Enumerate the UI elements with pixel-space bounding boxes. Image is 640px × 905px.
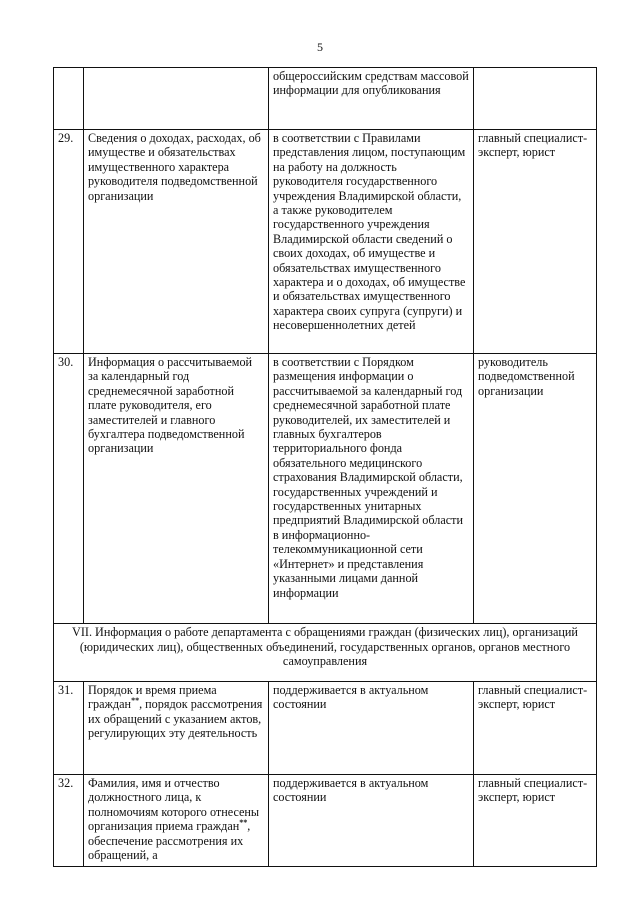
info-name-cell: [84, 682, 269, 775]
section-heading: VII. Информация о работе департамента с обращениями граждан (физических лиц), организаций (юридических лиц), общественных объединений, государственных органов, органов местного самоуправления: [54, 624, 597, 682]
info-name-cell: [84, 775, 269, 867]
responsible-cell: главный специалист-эксперт, юрист: [474, 775, 597, 867]
table-row: [54, 68, 597, 130]
period-cell: поддерживается в актуальном состоянии: [269, 682, 474, 775]
table-row: [54, 130, 597, 354]
name-text: Порядок и время приема граждан: [88, 683, 217, 712]
row-number-cell: 32.: [54, 775, 84, 867]
table-row: [54, 354, 597, 624]
section-heading-row: [54, 624, 597, 682]
responsible-cell: руководитель подведомственной организации: [474, 354, 597, 624]
footnote-mark: **: [131, 696, 140, 706]
information-table: [53, 67, 597, 867]
period-cell: в соответствии с Порядком размещения информации о рассчитываемой за календарный год среднемесячной заработной плате руководителей, их заместителей и главных бухгалтеров территориального фонда обязательного медицинского страхования Владимирской области, государственных учреждений и государственных унитарных предприятий Владимирской области в информационно-телекоммуникационной сети «Интернет» и представления указанными лицами данной информации: [269, 354, 474, 624]
period-cell: общероссийским средствам массовой информации для опубликования: [269, 68, 474, 130]
responsible-cell: [474, 68, 597, 130]
row-number-cell: 30.: [54, 354, 84, 624]
info-name-cell: Информация о рассчитываемой за календарный год среднемесячной заработной плате руководителя, его заместителей и главного бухгалтера подведомственной организации: [84, 354, 269, 624]
name-text: , обеспечение рассмотрения их обращений, а: [88, 819, 251, 863]
period-cell: в соответствии с Правилами представления лицом, поступающим на работу на должность руководителя государственного учреждения Владимирской области, а также руководителем государственного учреждения Владимирской области сведений о своих доходах, об имуществе и обязательствах имущественного характера и о доходах, об имуществе и обязательствах имущественного характера своих супруга (супруги) и несовершеннолетних детей: [269, 130, 474, 354]
footnote-mark: **: [239, 818, 248, 828]
responsible-cell: главный специалист-эксперт, юрист: [474, 130, 597, 354]
name-text: , порядок рассмотрения их обращений с указанием актов, регулирующих эту деятельность: [88, 697, 263, 741]
row-number-cell: 31.: [54, 682, 84, 775]
period-cell: поддерживается в актуальном состоянии: [269, 775, 474, 867]
table-row: [54, 775, 597, 867]
responsible-cell: главный специалист-эксперт, юрист: [474, 682, 597, 775]
page-number: 5: [317, 40, 323, 54]
row-number-cell: 29.: [54, 130, 84, 354]
info-name-cell: Сведения о доходах, расходах, об имуществе и обязательствах имущественного характера руководителя подведомственной организации: [84, 130, 269, 354]
name-text: Фамилия, имя и отчество должностного лица, к полномочиям которого отнесены организация приема граждан: [88, 776, 260, 834]
row-number-cell: [54, 68, 84, 130]
table-row: [54, 682, 597, 775]
info-name-cell: [84, 68, 269, 130]
